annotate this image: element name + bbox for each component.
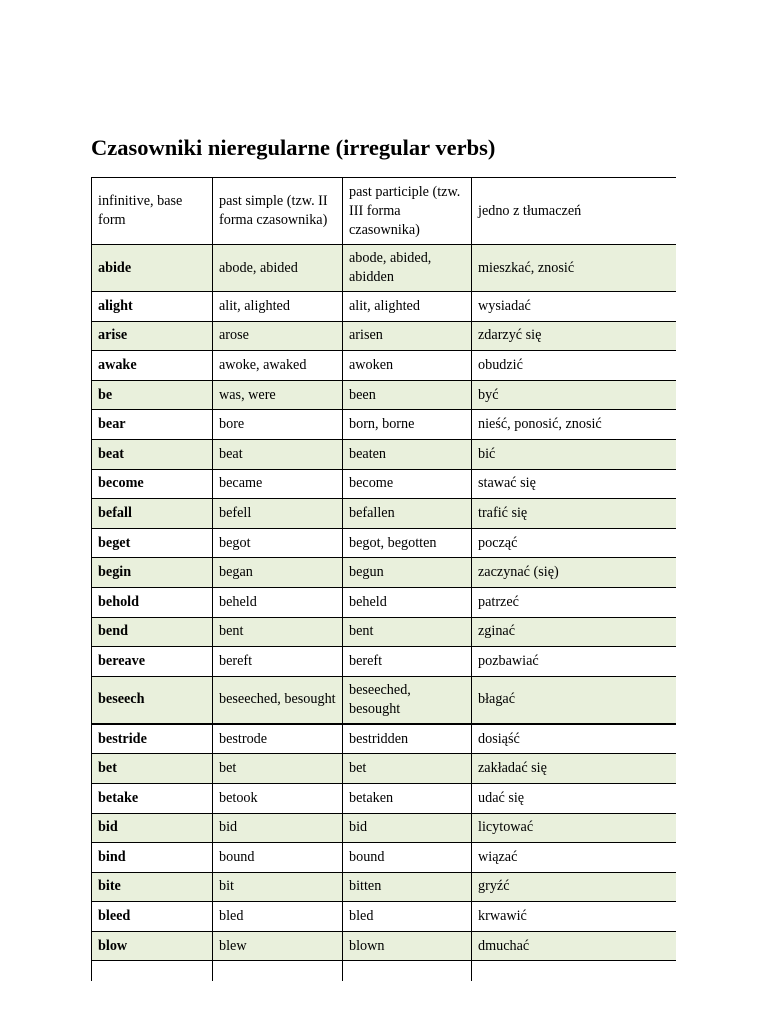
cell-translation: dmuchać — [472, 931, 677, 961]
cell-past-participle: betaken — [343, 783, 472, 813]
header-past-participle: past participle (tzw. III forma czasownika) — [343, 178, 472, 245]
table-row — [92, 410, 677, 440]
cell-past-participle: bled — [343, 902, 472, 932]
cell-past-simple: beat — [213, 439, 343, 469]
irregular-verbs-table-container — [91, 177, 676, 987]
cell-past-participle: begot, begotten — [343, 528, 472, 558]
cell-infinitive: beget — [92, 528, 213, 558]
cell-past-participle: bestridden — [343, 724, 472, 754]
cell-past-simple: bereft — [213, 647, 343, 677]
cell-past-participle: been — [343, 380, 472, 410]
cell-infinitive: become — [92, 469, 213, 499]
cell-translation: zdarzyć się — [472, 321, 677, 351]
cell-translation: obudzić — [472, 351, 677, 381]
irregular-verbs-table — [91, 177, 676, 981]
cell-infinitive: bid — [92, 813, 213, 843]
cell-past-simple: bestrode — [213, 724, 343, 754]
cell-past-participle: bound — [343, 843, 472, 873]
cell-past-simple: blew — [213, 931, 343, 961]
cell-translation: począć — [472, 528, 677, 558]
cell-past-simple: became — [213, 469, 343, 499]
empty-cell — [213, 961, 343, 982]
table-row — [92, 902, 677, 932]
cell-translation: dosiąść — [472, 724, 677, 754]
header-infinitive: infinitive, base form — [92, 178, 213, 245]
cell-past-simple: alit, alighted — [213, 292, 343, 322]
cell-past-participle: bid — [343, 813, 472, 843]
table-row — [92, 843, 677, 873]
cell-infinitive: blow — [92, 931, 213, 961]
cell-translation: zginać — [472, 617, 677, 647]
cell-translation: bić — [472, 439, 677, 469]
cell-past-participle: bitten — [343, 872, 472, 902]
cell-infinitive: befall — [92, 499, 213, 529]
table-row — [92, 439, 677, 469]
cell-infinitive: behold — [92, 587, 213, 617]
cell-past-participle: befallen — [343, 499, 472, 529]
cell-past-simple: bit — [213, 872, 343, 902]
cell-infinitive: arise — [92, 321, 213, 351]
cell-infinitive: beat — [92, 439, 213, 469]
cell-past-participle: abode, abided, abidden — [343, 245, 472, 292]
cell-infinitive: beseech — [92, 676, 213, 724]
cell-past-participle: bent — [343, 617, 472, 647]
table-row — [92, 558, 677, 588]
cell-infinitive: bleed — [92, 902, 213, 932]
table-row — [92, 351, 677, 381]
cell-infinitive: bear — [92, 410, 213, 440]
cell-past-participle: beseeched, besought — [343, 676, 472, 724]
cell-past-simple: betook — [213, 783, 343, 813]
cell-translation: trafić się — [472, 499, 677, 529]
cell-past-participle: begun — [343, 558, 472, 588]
table-row — [92, 499, 677, 529]
table-header-row — [92, 178, 677, 245]
cell-past-simple: was, were — [213, 380, 343, 410]
table-row — [92, 931, 677, 961]
cell-past-participle: beheld — [343, 587, 472, 617]
table-row — [92, 587, 677, 617]
cell-translation: błagać — [472, 676, 677, 724]
cell-past-simple: beseeched, besought — [213, 676, 343, 724]
cell-infinitive: awake — [92, 351, 213, 381]
cell-infinitive: abide — [92, 245, 213, 292]
header-past-simple: past simple (tzw. II forma czasownika) — [213, 178, 343, 245]
cell-translation: pozbawiać — [472, 647, 677, 677]
table-row — [92, 676, 677, 724]
cell-past-simple: abode, abided — [213, 245, 343, 292]
cell-past-participle: become — [343, 469, 472, 499]
cell-past-participle: born, borne — [343, 410, 472, 440]
cell-past-simple: befell — [213, 499, 343, 529]
cell-past-simple: bid — [213, 813, 343, 843]
table-row — [92, 292, 677, 322]
cell-translation: licytować — [472, 813, 677, 843]
cell-translation: zaczynać (się) — [472, 558, 677, 588]
cell-past-simple: bled — [213, 902, 343, 932]
empty-cell — [472, 961, 677, 982]
header-translation: jedno z tłumaczeń — [472, 178, 677, 245]
table-row — [92, 647, 677, 677]
table-row — [92, 754, 677, 784]
cell-translation: nieść, ponosić, znosić — [472, 410, 677, 440]
cell-infinitive: begin — [92, 558, 213, 588]
cell-infinitive: bind — [92, 843, 213, 873]
cell-translation: patrzeć — [472, 587, 677, 617]
cell-translation: wysiadać — [472, 292, 677, 322]
cell-past-participle: arisen — [343, 321, 472, 351]
cell-infinitive: bet — [92, 754, 213, 784]
cell-past-participle: awoken — [343, 351, 472, 381]
cell-infinitive: bereave — [92, 647, 213, 677]
empty-cell — [92, 961, 213, 982]
cell-translation: zakładać się — [472, 754, 677, 784]
table-row — [92, 783, 677, 813]
cell-infinitive: betake — [92, 783, 213, 813]
cell-translation: być — [472, 380, 677, 410]
table-row — [92, 617, 677, 647]
table-row — [92, 872, 677, 902]
cell-past-simple: began — [213, 558, 343, 588]
cell-infinitive: bite — [92, 872, 213, 902]
cell-translation: gryźć — [472, 872, 677, 902]
page-title: Czasowniki nieregularne (irregular verbs) — [91, 135, 496, 160]
cell-past-simple: bet — [213, 754, 343, 784]
cell-past-participle: beaten — [343, 439, 472, 469]
cell-infinitive: bend — [92, 617, 213, 647]
table-row — [92, 724, 677, 754]
table-row — [92, 469, 677, 499]
cell-translation: krwawić — [472, 902, 677, 932]
cell-past-simple: bound — [213, 843, 343, 873]
table-row — [92, 380, 677, 410]
cell-infinitive: bestride — [92, 724, 213, 754]
cell-infinitive: alight — [92, 292, 213, 322]
table-row — [92, 245, 677, 292]
cell-past-simple: bore — [213, 410, 343, 440]
cell-translation: wiązać — [472, 843, 677, 873]
cell-past-participle: bet — [343, 754, 472, 784]
cell-past-simple: begot — [213, 528, 343, 558]
cell-past-participle: blown — [343, 931, 472, 961]
cell-translation: mieszkać, znosić — [472, 245, 677, 292]
empty-cell — [343, 961, 472, 982]
cell-translation: udać się — [472, 783, 677, 813]
table-row — [92, 321, 677, 351]
cell-past-simple: awoke, awaked — [213, 351, 343, 381]
table-row-empty — [92, 961, 677, 982]
table-row — [92, 528, 677, 558]
cell-infinitive: be — [92, 380, 213, 410]
cell-past-simple: beheld — [213, 587, 343, 617]
cell-past-participle: alit, alighted — [343, 292, 472, 322]
cell-translation: stawać się — [472, 469, 677, 499]
cell-past-simple: bent — [213, 617, 343, 647]
cell-past-simple: arose — [213, 321, 343, 351]
cell-past-participle: bereft — [343, 647, 472, 677]
table-row — [92, 813, 677, 843]
